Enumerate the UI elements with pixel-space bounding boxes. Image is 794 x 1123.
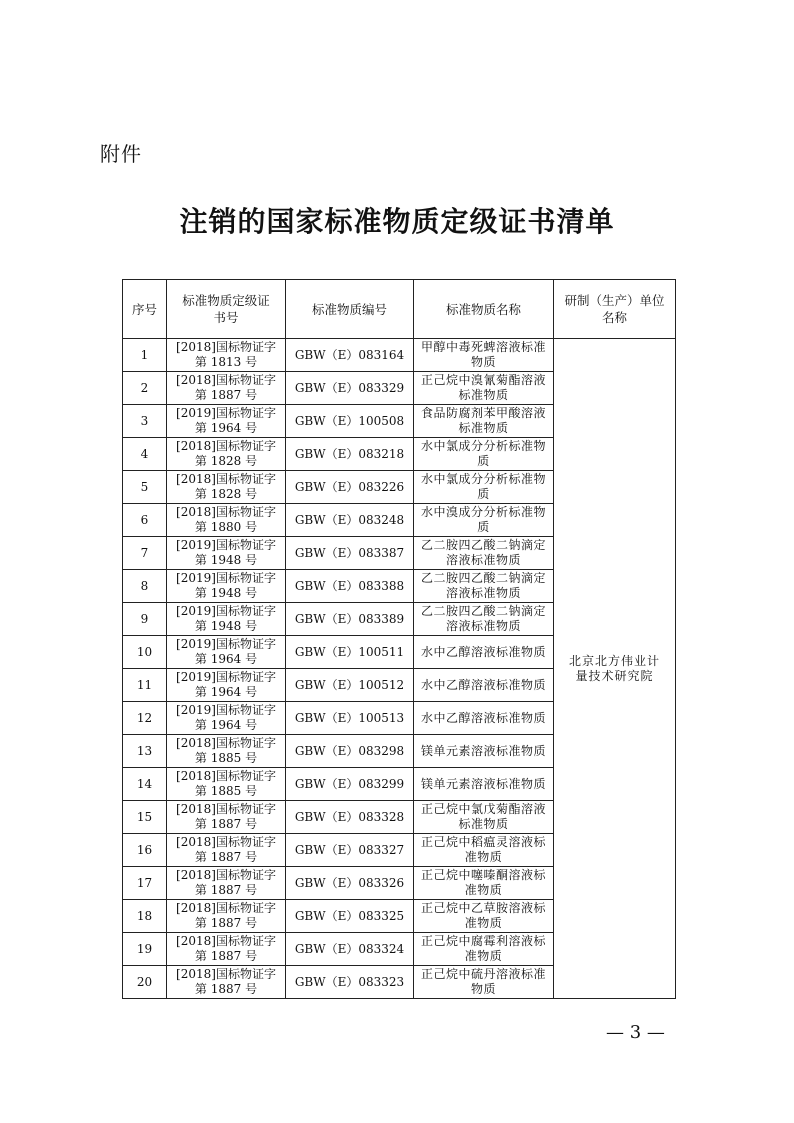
- cell-cert-no: [2019]国标物证字第 1948 号: [167, 603, 286, 636]
- cell-code: GBW（E）083299: [286, 768, 414, 801]
- cell-code: GBW（E）100513: [286, 702, 414, 735]
- cell-cert-no: [2019]国标物证字第 1964 号: [167, 405, 286, 438]
- page-number: — 3 —: [606, 1022, 665, 1043]
- cell-material-name: 水中乙醇溶液标准物质: [414, 636, 554, 669]
- cell-code: GBW（E）083323: [286, 966, 414, 999]
- attachment-label: 附件: [100, 142, 142, 166]
- cell-material-name: 正己烷中噻嗪酮溶液标准物质: [414, 867, 554, 900]
- cell-code: GBW（E）083388: [286, 570, 414, 603]
- cell-material-name: 甲醇中毒死蜱溶液标准物质: [414, 339, 554, 372]
- cell-code: GBW（E）083325: [286, 900, 414, 933]
- cell-serial: 5: [123, 471, 167, 504]
- cell-cert-no: [2019]国标物证字第 1948 号: [167, 570, 286, 603]
- cell-code: GBW（E）083327: [286, 834, 414, 867]
- cell-cert-no: [2018]国标物证字第 1885 号: [167, 768, 286, 801]
- cell-material-name: 正己烷中乙草胺溶液标准物质: [414, 900, 554, 933]
- certificate-table: [122, 279, 676, 999]
- cell-material-name: 乙二胺四乙酸二钠滴定溶液标准物质: [414, 537, 554, 570]
- cell-code: GBW（E）083218: [286, 438, 414, 471]
- cell-cert-no: [2018]国标物证字第 1887 号: [167, 834, 286, 867]
- cell-code: GBW（E）100508: [286, 405, 414, 438]
- cell-cert-no: [2019]国标物证字第 1948 号: [167, 537, 286, 570]
- cell-cert-no: [2018]国标物证字第 1813 号: [167, 339, 286, 372]
- cell-serial: 19: [123, 933, 167, 966]
- cell-serial: 7: [123, 537, 167, 570]
- cell-serial: 18: [123, 900, 167, 933]
- cell-serial: 6: [123, 504, 167, 537]
- cell-code: GBW（E）083298: [286, 735, 414, 768]
- cell-cert-no: [2018]国标物证字第 1828 号: [167, 471, 286, 504]
- cell-serial: 14: [123, 768, 167, 801]
- cell-serial: 12: [123, 702, 167, 735]
- cell-material-name: 水中氯成分分析标准物质: [414, 438, 554, 471]
- header-cert-no: 标准物质定级证书号: [167, 280, 286, 339]
- cell-material-name: 镁单元素溶液标准物质: [414, 768, 554, 801]
- cell-cert-no: [2018]国标物证字第 1885 号: [167, 735, 286, 768]
- cell-code: GBW（E）083226: [286, 471, 414, 504]
- cell-serial: 13: [123, 735, 167, 768]
- cell-serial: 3: [123, 405, 167, 438]
- cell-serial: 15: [123, 801, 167, 834]
- cell-serial: 17: [123, 867, 167, 900]
- cell-cert-no: [2018]国标物证字第 1887 号: [167, 966, 286, 999]
- cell-serial: 4: [123, 438, 167, 471]
- cell-code: GBW（E）083324: [286, 933, 414, 966]
- cell-material-name: 正己烷中硫丹溶液标准物质: [414, 966, 554, 999]
- cell-cert-no: [2018]国标物证字第 1880 号: [167, 504, 286, 537]
- header-unit: 研制（生产）单位名称: [554, 280, 676, 339]
- cell-material-name: 水中乙醇溶液标准物质: [414, 702, 554, 735]
- cell-serial: 2: [123, 372, 167, 405]
- cell-code: GBW（E）083387: [286, 537, 414, 570]
- cell-material-name: 水中乙醇溶液标准物质: [414, 669, 554, 702]
- cell-unit: 北京北方伟业计量技术研究院: [554, 339, 676, 999]
- cell-code: GBW（E）083328: [286, 801, 414, 834]
- cell-cert-no: [2018]国标物证字第 1887 号: [167, 372, 286, 405]
- cell-serial: 11: [123, 669, 167, 702]
- cell-material-name: 水中溴成分分析标准物质: [414, 504, 554, 537]
- cell-cert-no: [2018]国标物证字第 1887 号: [167, 900, 286, 933]
- cell-cert-no: [2018]国标物证字第 1887 号: [167, 801, 286, 834]
- header-name: 标准物质名称: [414, 280, 554, 339]
- cell-cert-no: [2018]国标物证字第 1887 号: [167, 867, 286, 900]
- cell-material-name: 正己烷中氯戊菊酯溶液标准物质: [414, 801, 554, 834]
- cell-code: GBW（E）083164: [286, 339, 414, 372]
- cell-cert-no: [2019]国标物证字第 1964 号: [167, 636, 286, 669]
- header-serial: 序号: [123, 280, 167, 339]
- cell-material-name: 正己烷中腐霉利溶液标准物质: [414, 933, 554, 966]
- table-header-row: [123, 280, 676, 339]
- cell-material-name: 乙二胺四乙酸二钠滴定溶液标准物质: [414, 570, 554, 603]
- cell-serial: 20: [123, 966, 167, 999]
- cell-serial: 10: [123, 636, 167, 669]
- cell-code: GBW（E）083326: [286, 867, 414, 900]
- cell-serial: 9: [123, 603, 167, 636]
- cell-material-name: 镁单元素溶液标准物质: [414, 735, 554, 768]
- cell-code: GBW（E）100511: [286, 636, 414, 669]
- cell-code: GBW（E）100512: [286, 669, 414, 702]
- cell-serial: 8: [123, 570, 167, 603]
- table-body: [123, 339, 676, 999]
- cell-cert-no: [2018]国标物证字第 1828 号: [167, 438, 286, 471]
- cell-material-name: 食品防腐剂苯甲酸溶液标准物质: [414, 405, 554, 438]
- cell-material-name: 正己烷中稻瘟灵溶液标准物质: [414, 834, 554, 867]
- cell-cert-no: [2019]国标物证字第 1964 号: [167, 702, 286, 735]
- cell-code: GBW（E）083248: [286, 504, 414, 537]
- cell-code: GBW（E）083389: [286, 603, 414, 636]
- cell-code: GBW（E）083329: [286, 372, 414, 405]
- table-row: [123, 339, 676, 372]
- cell-serial: 1: [123, 339, 167, 372]
- cell-cert-no: [2019]国标物证字第 1964 号: [167, 669, 286, 702]
- page-title: 注销的国家标准物质定级证书清单: [179, 205, 615, 238]
- cell-material-name: 正己烷中溴氰菊酯溶液标准物质: [414, 372, 554, 405]
- header-code: 标准物质编号: [286, 280, 414, 339]
- cell-serial: 16: [123, 834, 167, 867]
- cell-material-name: 乙二胺四乙酸二钠滴定溶液标准物质: [414, 603, 554, 636]
- cell-material-name: 水中氯成分分析标准物质: [414, 471, 554, 504]
- cell-cert-no: [2018]国标物证字第 1887 号: [167, 933, 286, 966]
